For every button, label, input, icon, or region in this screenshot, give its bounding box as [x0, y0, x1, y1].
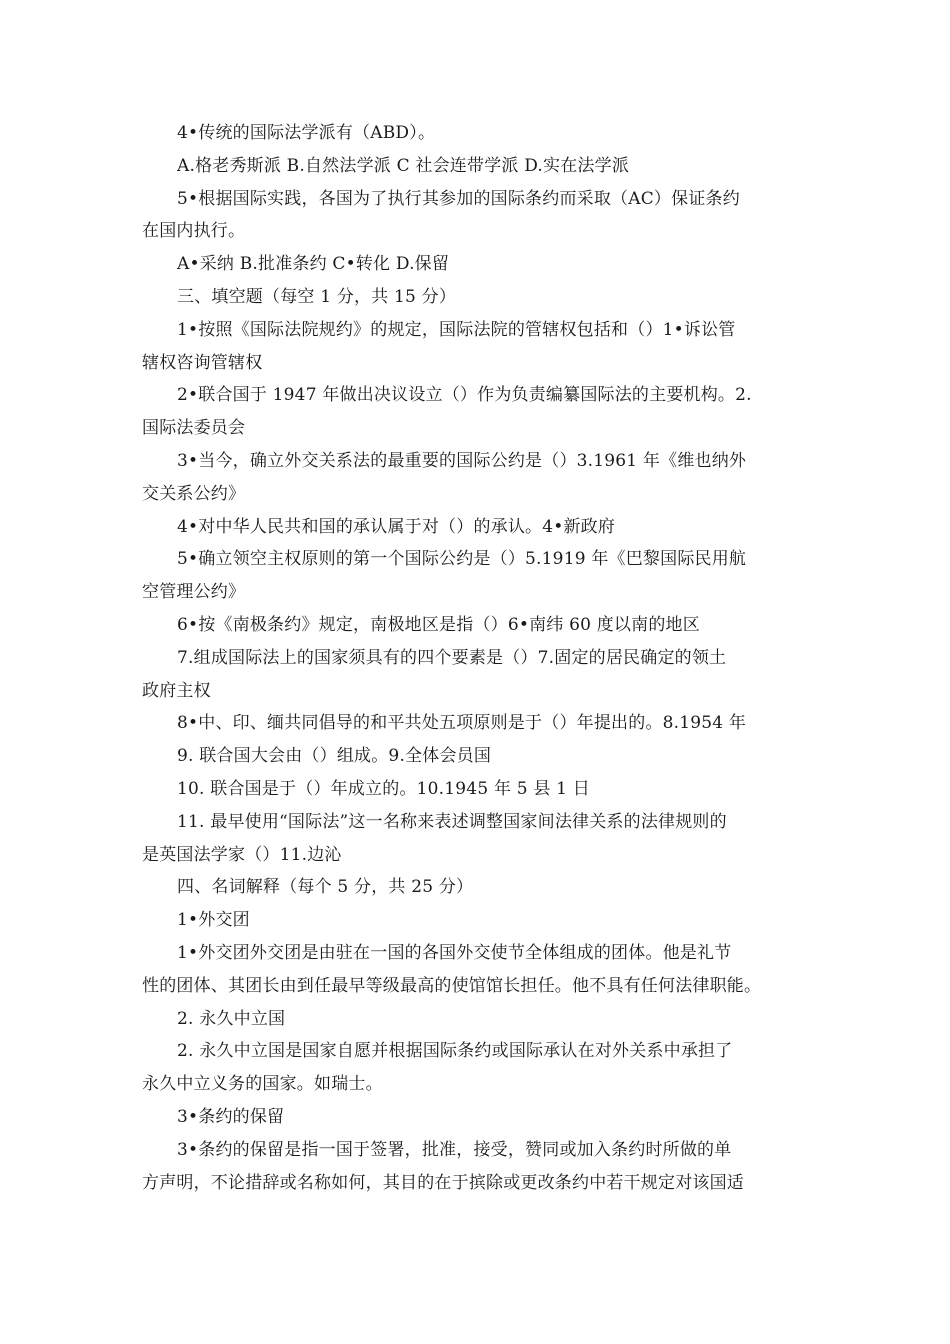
text-line: 1•外交团外交团是由驻在一国的各国外交使节全体组成的团体。他是礼节 [177, 942, 732, 963]
text-line: 7.组成国际法上的国家须具有的四个要素是（）7.固定的居民确定的领土 [177, 647, 727, 668]
text-line: 政府主权 [142, 680, 211, 701]
text-line: 4•传统的国际法学派有（ABD）。 [177, 123, 436, 143]
text-line: 8•中、印、缅共同倡导的和平共处五项原则是于（）年提出的。8.1954 年 [177, 713, 747, 734]
text-line: 11. 最早使用“国际法”这一名称来表述调整国家间法律关系的法律规则的 [177, 811, 727, 832]
text-line: 三、填空题（每空 1 分，共 15 分） [177, 286, 457, 307]
text-line: 是英国法学家（）11.边沁 [142, 844, 342, 865]
text-line: 3•条约的保留 [177, 1106, 285, 1127]
text-line: 性的团体、其团长由到任最早等级最高的使馆馆长担任。他不具有任何法律职能。 [142, 975, 762, 996]
text-line: A•采纳 B.批准条约 C•转化 D.保留 [177, 254, 450, 275]
text-line: A.格老秀斯派 B.自然法学派 C 社会连带学派 D.实在法学派 [177, 155, 630, 176]
text-line: 2. 永久中立国是国家自愿并根据国际条约或国际承认在对外关系中承担了 [177, 1041, 733, 1062]
text-line: 在国内执行。 [142, 221, 246, 242]
text-line: 辖权咨询管辖权 [142, 352, 263, 373]
text-line: 2. 永久中立国 [177, 1008, 286, 1029]
text-line: 9. 联合国大会由（）组成。9.全体会员国 [177, 746, 492, 767]
text-line: 方声明，不论措辞或名称如何，其目的在于摈除或更改条约中若干规定对该国适 [142, 1172, 744, 1193]
text-line: 10. 联合国是于（）年成立的。10.1945 年 5 县 1 日 [177, 778, 590, 799]
document-body [142, 117, 822, 1199]
text-line: 2•联合国于 1947 年做出决议设立（）作为负责编纂国际法的主要机构。2. [177, 385, 752, 406]
text-line: 4•对中华人民共和国的承认属于对（）的承认。4•新政府 [177, 516, 616, 537]
text-line: 6•按《南极条约》规定，南极地区是指（）6•南纬 60 度以南的地区 [177, 614, 700, 635]
text-line: 空管理公约》 [142, 582, 246, 603]
text-line: 永久中立义务的国家。如瑞士。 [142, 1074, 383, 1095]
text-line: 1•按照《国际法院规约》的规定，国际法院的管辖权包括和（）1•诉讼管 [177, 319, 736, 340]
text-line: 国际法委员会 [142, 418, 246, 439]
text-line: 3•条约的保留是指一国于签署，批准，接受，赞同或加入条约时所做的单 [177, 1139, 732, 1160]
text-line: 交关系公约》 [142, 483, 246, 504]
text-line: 3•当今，确立外交关系法的最重要的国际公约是（）3.1961 年《维也纳外 [177, 450, 747, 471]
text-line: 四、名词解释（每个 5 分，共 25 分） [177, 877, 474, 898]
text-line: 5•确立领空主权原则的第一个国际公约是（）5.1919 年《巴黎国际民用航 [177, 549, 747, 570]
text-line: 1•外交团 [177, 910, 250, 931]
text-line: 5•根据国际实践，各国为了执行其参加的国际条约而采取（AC）保证条约 [177, 188, 740, 209]
